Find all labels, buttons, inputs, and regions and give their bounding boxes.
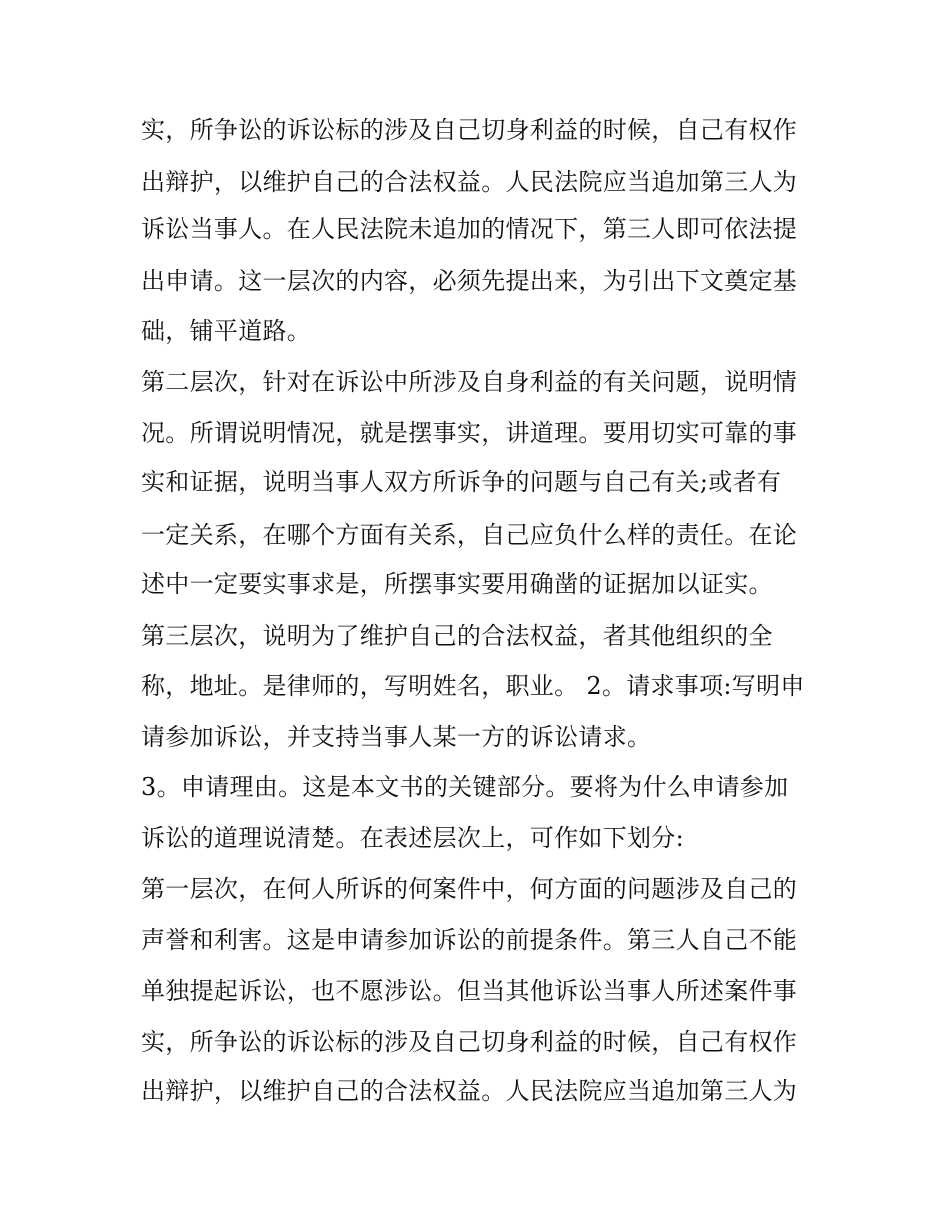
text-line-1: 实，所争讼的诉讼标的涉及自己切身利益的时候，自己有权作 (141, 116, 798, 144)
text-line-19: 实，所争讼的诉讼标的涉及自己切身利益的时候，自己有权作 (141, 1028, 798, 1056)
text-line-4: 出申请。这一层次的内容，必须先提出来，为引出下文奠定基 (141, 267, 798, 295)
text-line-10: 述中一定要实事求是，所摆事实要用确凿的证据加以证实。 (141, 570, 773, 598)
text-line-9: 一定关系，在哪个方面有关系，自己应负什么样的责任。在论 (141, 521, 798, 549)
text-line-14: 3。申请理由。这是本文书的关键部分。要将为什么申请参加 (141, 773, 789, 801)
text-line-5: 础，铺平道路。 (141, 317, 312, 345)
text-line-3: 诉讼当事人。在人民法院未追加的情况下，第三人即可依法提 (141, 215, 798, 243)
text-line-7: 况。所谓说明情况，就是摆事实，讲道理。要用切实可靠的事 (141, 419, 798, 447)
text-line-17: 声誉和利害。这是申请参加诉讼的前提条件。第三人自己不能 (141, 926, 798, 954)
text-line-20: 出辩护，以维护自己的合法权益。人民法院应当追加第三人为 (141, 1077, 798, 1105)
text-line-16: 第一层次，在何人所诉的何案件中，何方面的问题涉及自己的 (141, 875, 798, 903)
text-line-11: 第三层次，说明为了维护自己的合法权益，者其他组织的全 (141, 622, 773, 650)
text-line-6: 第二层次，针对在诉讼中所涉及自身利益的有关问题，说明情 (141, 368, 798, 396)
text-line-13: 请参加诉讼，并支持当事人某一方的诉讼请求。 (141, 723, 652, 751)
text-line-15: 诉讼的道理说清楚。在表述层次上，可作如下划分: (141, 824, 684, 852)
text-line-18: 单独提起诉讼，也不愿涉讼。但当其他诉讼当事人所述案件事 (141, 977, 798, 1005)
text-line-2: 出辩护，以维护自己的合法权益。人民法院应当追加第三人为 (141, 168, 798, 196)
text-line-8: 实和证据，说明当事人双方所诉争的问题与自己有关;或者有 (141, 468, 782, 496)
text-line-12: 称，地址。是律师的，写明姓名，职业。 2。请求事项:写明申 (141, 672, 805, 700)
